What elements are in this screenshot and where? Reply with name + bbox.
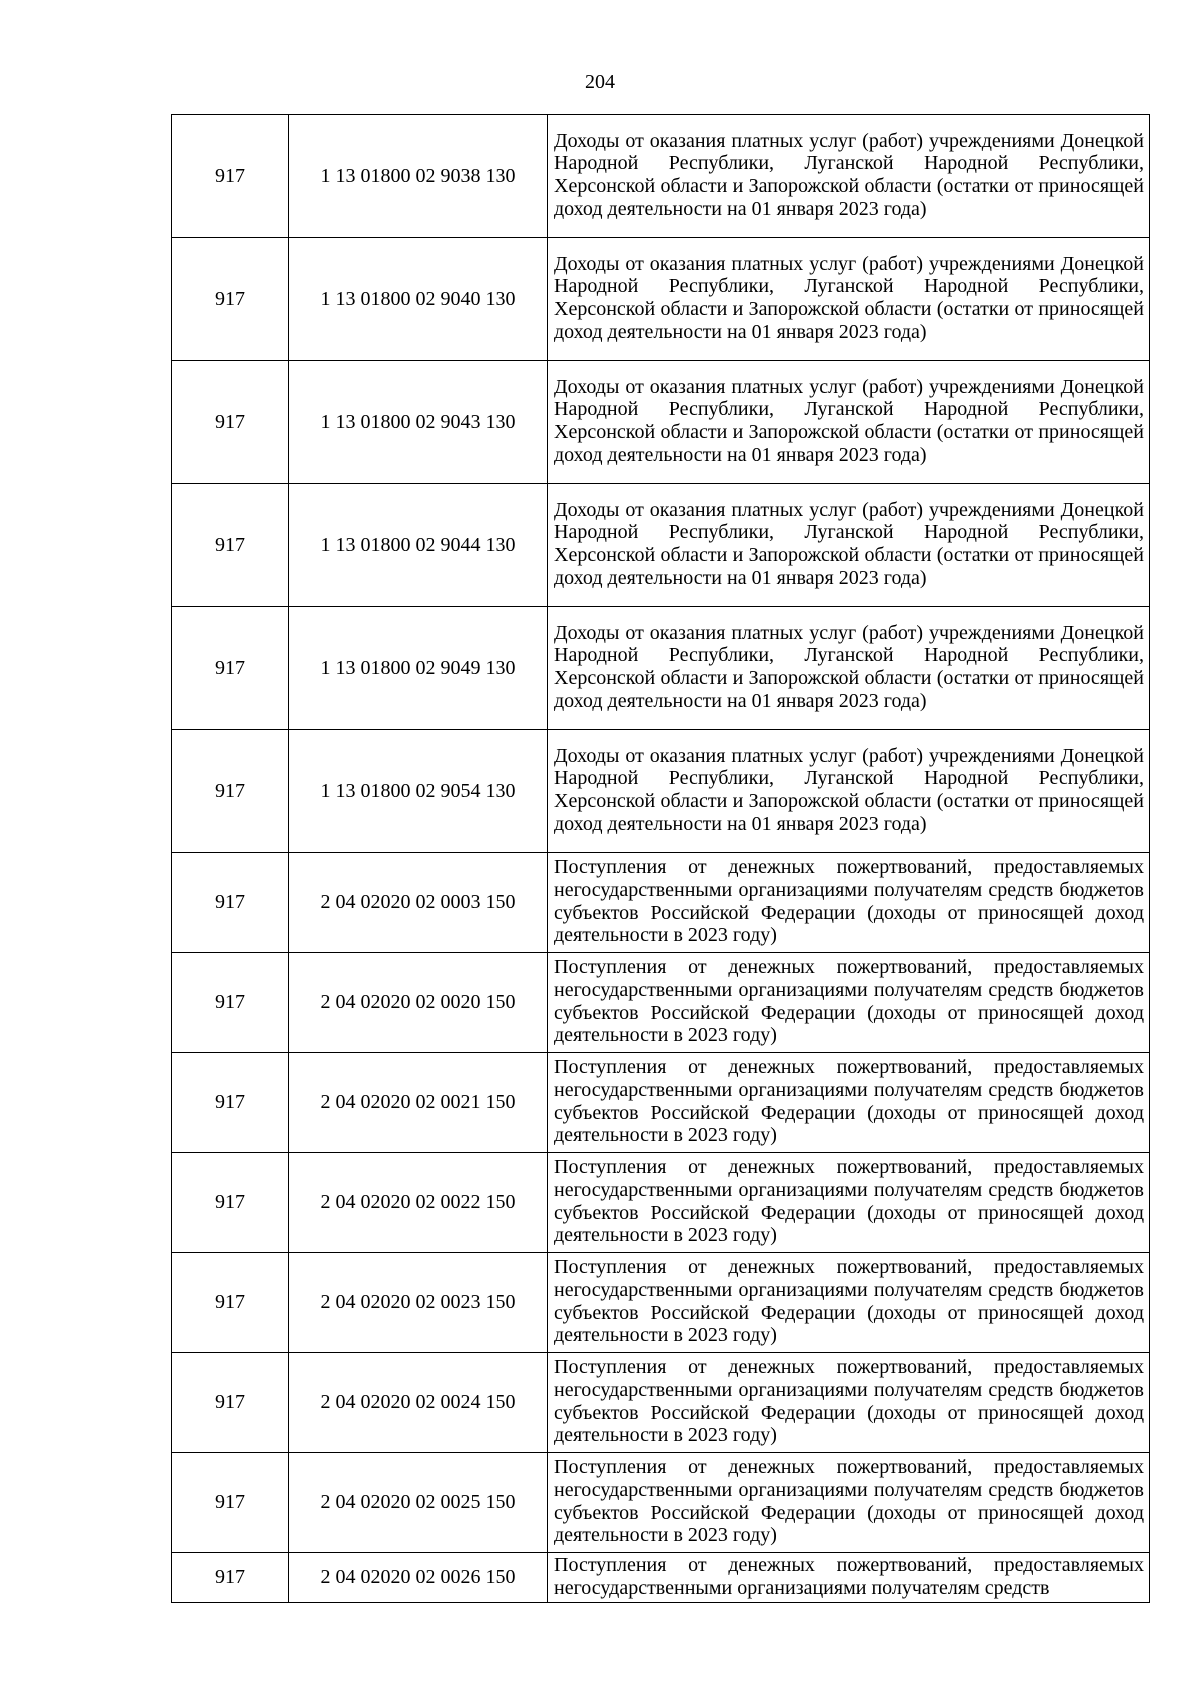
table-row: [172, 1253, 1150, 1353]
budget-classification-table: [171, 114, 1150, 1603]
admin-code-cell: 917: [172, 361, 289, 484]
description-cell: Поступления от денежных пожертвований, предоставляемых негосударственными организациями получателям средств бюджетов субъектов Российской Федерации (доходы от приносящей доход деятельности в 2023 году): [548, 1453, 1150, 1553]
admin-code-cell: 917: [172, 853, 289, 953]
description-cell: Доходы от оказания платных услуг (работ) учреждениями Донецкой Народной Республики, Луганской Народной Республики, Херсонской области и Запорожской области (остатки от приносящей доход деятельности на 01 января 2023 года): [548, 607, 1150, 730]
admin-code-cell: 917: [172, 607, 289, 730]
table-row: [172, 361, 1150, 484]
budget-code-cell: 2 04 02020 02 0022 150: [289, 1153, 548, 1253]
table-row: [172, 1453, 1150, 1553]
budget-code-cell: 2 04 02020 02 0021 150: [289, 1053, 548, 1153]
table-row: [172, 853, 1150, 953]
budget-code-cell: 2 04 02020 02 0020 150: [289, 953, 548, 1053]
description-cell: Доходы от оказания платных услуг (работ) учреждениями Донецкой Народной Республики, Луганской Народной Республики, Херсонской области и Запорожской области (остатки от приносящей доход деятельности на 01 января 2023 года): [548, 115, 1150, 238]
admin-code-cell: 917: [172, 238, 289, 361]
description-cell: Поступления от денежных пожертвований, предоставляемых негосударственными организациями получателям средств бюджетов субъектов Российской Федерации (доходы от приносящей доход деятельности в 2023 году): [548, 853, 1150, 953]
admin-code-cell: 917: [172, 1253, 289, 1353]
page-number: 204: [585, 71, 615, 93]
admin-code-cell: 917: [172, 484, 289, 607]
table-row: [172, 1153, 1150, 1253]
table-row: [172, 238, 1150, 361]
table-row: [172, 730, 1150, 853]
table-row: [172, 1053, 1150, 1153]
budget-code-cell: 2 04 02020 02 0003 150: [289, 853, 548, 953]
description-cell: Поступления от денежных пожертвований, предоставляемых негосударственными организациями получателям средств бюджетов субъектов Российской Федерации (доходы от приносящей доход деятельности в 2023 году): [548, 953, 1150, 1053]
admin-code-cell: 917: [172, 1453, 289, 1553]
description-cell: Поступления от денежных пожертвований, предоставляемых негосударственными организациями получателям средств бюджетов субъектов Российской Федерации (доходы от приносящей доход деятельности в 2023 году): [548, 1153, 1150, 1253]
budget-code-cell: 2 04 02020 02 0025 150: [289, 1453, 548, 1553]
description-cell: Доходы от оказания платных услуг (работ) учреждениями Донецкой Народной Республики, Луганской Народной Республики, Херсонской области и Запорожской области (остатки от приносящей доход деятельности на 01 января 2023 года): [548, 730, 1150, 853]
table-row: [172, 115, 1150, 238]
budget-code-cell: 1 13 01800 02 9044 130: [289, 484, 548, 607]
table-row: [172, 953, 1150, 1053]
budget-code-cell: 1 13 01800 02 9040 130: [289, 238, 548, 361]
table-row: [172, 607, 1150, 730]
description-cell: Поступления от денежных пожертвований, предоставляемых негосударственными организациями получателям средств бюджетов субъектов Российской Федерации (доходы от приносящей доход деятельности в 2023 году): [548, 1253, 1150, 1353]
admin-code-cell: 917: [172, 1153, 289, 1253]
admin-code-cell: 917: [172, 1353, 289, 1453]
admin-code-cell: 917: [172, 115, 289, 238]
budget-code-cell: 1 13 01800 02 9038 130: [289, 115, 548, 238]
budget-code-cell: 2 04 02020 02 0024 150: [289, 1353, 548, 1453]
budget-code-cell: 2 04 02020 02 0023 150: [289, 1253, 548, 1353]
admin-code-cell: 917: [172, 953, 289, 1053]
budget-code-cell: 1 13 01800 02 9049 130: [289, 607, 548, 730]
budget-code-cell: 2 04 02020 02 0026 150: [289, 1553, 548, 1603]
budget-code-cell: 1 13 01800 02 9043 130: [289, 361, 548, 484]
description-cell: Доходы от оказания платных услуг (работ) учреждениями Донецкой Народной Республики, Луганской Народной Республики, Херсонской области и Запорожской области (остатки от приносящей доход деятельности на 01 января 2023 года): [548, 361, 1150, 484]
description-cell: Поступления от денежных пожертвований, предоставляемых негосударственными организациями получателям средств бюджетов субъектов Российской Федерации (доходы от приносящей доход деятельности в 2023 году): [548, 1053, 1150, 1153]
admin-code-cell: 917: [172, 730, 289, 853]
table-row: [172, 1553, 1150, 1603]
description-cell: Поступления от денежных пожертвований, предоставляемых негосударственными организациями получателям средств бюджетов субъектов Российской Федерации (доходы от приносящей доход деятельности в 2023 году): [548, 1353, 1150, 1453]
budget-code-cell: 1 13 01800 02 9054 130: [289, 730, 548, 853]
table-row: [172, 484, 1150, 607]
description-cell: Доходы от оказания платных услуг (работ) учреждениями Донецкой Народной Республики, Луганской Народной Республики, Херсонской области и Запорожской области (остатки от приносящей доход деятельности на 01 января 2023 года): [548, 484, 1150, 607]
admin-code-cell: 917: [172, 1053, 289, 1153]
admin-code-cell: 917: [172, 1553, 289, 1603]
description-cell: Доходы от оказания платных услуг (работ) учреждениями Донецкой Народной Республики, Луганской Народной Республики, Херсонской области и Запорожской области (остатки от приносящей доход деятельности на 01 января 2023 года): [548, 238, 1150, 361]
table-row: [172, 1353, 1150, 1453]
description-cell: Поступления от денежных пожертвований, предоставляемых негосударственными организациями получателям средств: [548, 1553, 1150, 1603]
